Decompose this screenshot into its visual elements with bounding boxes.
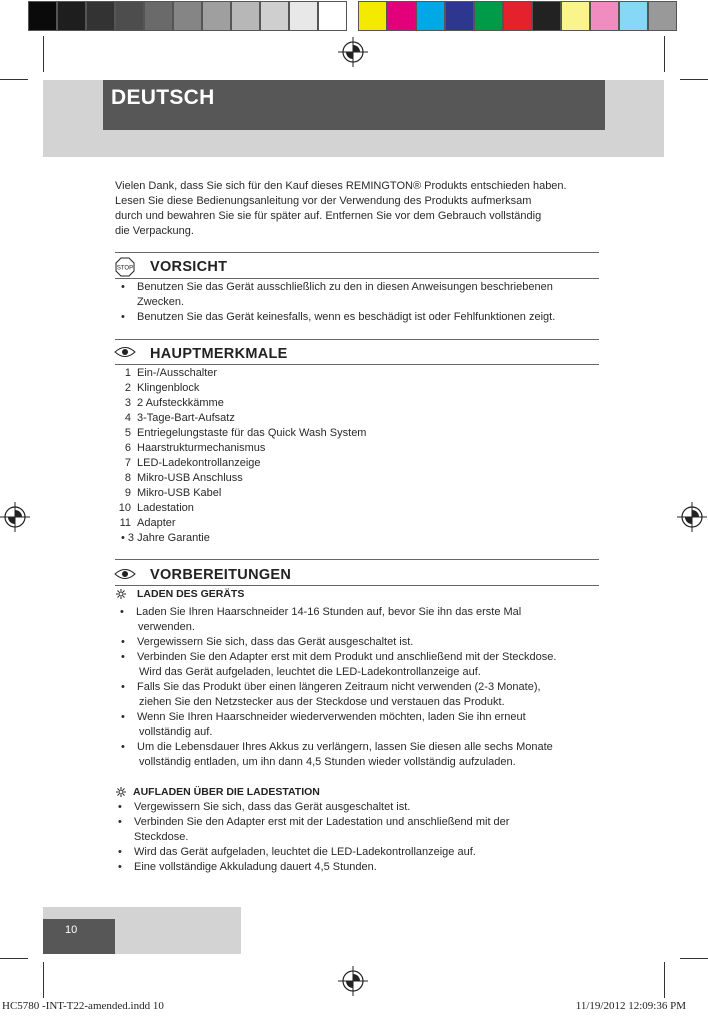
- section-rule: [115, 559, 599, 560]
- crop-mark: [680, 958, 708, 959]
- aufladen-list: [134, 800, 509, 875]
- section-rule: [115, 585, 599, 586]
- section-title-vorbereitungen: VORBEREITUNGEN: [150, 567, 292, 583]
- color-swatch: [503, 1, 532, 31]
- list-item: • Verbinden Sie den Adapter erst mit der Ladestation und anschließend mit der Steckdose.: [134, 815, 509, 845]
- eye-icon: [114, 567, 136, 581]
- gray-swatch: [28, 1, 57, 31]
- gray-swatch: [318, 1, 347, 31]
- stop-icon-label: STOP: [116, 265, 134, 272]
- gray-swatch: [231, 1, 260, 31]
- slug-filename: HC5780 -INT-T22-amended.indd 10: [2, 1000, 164, 1012]
- color-swatch: [561, 1, 590, 31]
- section-title-vorsicht: VORSICHT: [150, 259, 228, 275]
- color-swatch: [532, 1, 561, 31]
- crop-mark: [664, 36, 665, 72]
- crop-mark: [664, 962, 665, 998]
- section-rule: [115, 364, 599, 365]
- list-item: 9 Mikro-USB Kabel: [124, 487, 222, 499]
- list-item: • Falls Sie das Produkt über einen längeren Zeitraum nicht verwenden (2-3 Monate), ziehen Sie den Netzstecker aus der Steckdose und verstauen das Produkt.: [137, 680, 556, 710]
- color-swatch: [416, 1, 445, 31]
- list-item: 1 Ein-/Ausschalter: [124, 367, 218, 379]
- color-swatch: [358, 1, 387, 31]
- intro-paragraph: [115, 179, 567, 239]
- intro-line: Lesen Sie diese Bedienungsanleitung vor der Verwendung des Produkts aufmerksam: [115, 195, 532, 207]
- page-number: 10: [65, 924, 78, 936]
- list-item: 4 3-Tage-Bart-Aufsatz: [124, 412, 235, 424]
- list-item: • Eine vollständige Akkuladung dauert 4,5 Stunden.: [134, 860, 509, 875]
- gray-swatch: [115, 1, 144, 31]
- stop-icon: [115, 257, 135, 277]
- subsection-title-laden: LADEN DES GERÄTS: [137, 588, 245, 600]
- list-item: 11 Adapter: [119, 517, 176, 529]
- section-title-hauptmerkmale: HAUPTMERKMALE: [150, 346, 288, 362]
- page-number-box: [43, 919, 115, 954]
- registration-mark-icon: [677, 502, 707, 532]
- crop-mark: [0, 958, 28, 959]
- color-swatch: [387, 1, 416, 31]
- gray-swatch: [144, 1, 173, 31]
- list-item: 8 Mikro-USB Anschluss: [124, 472, 243, 484]
- laden-list: [137, 605, 556, 770]
- list-item: 10 Ladestation: [118, 502, 194, 514]
- list-item: • Benutzen Sie das Gerät keinesfalls, wenn es beschädigt ist oder Fehlfunktionen zeigt.: [137, 310, 555, 325]
- subsection-title-aufladen: AUFLADEN ÜBER DIE LADESTATION: [133, 786, 320, 798]
- list-item: 2 Klingenblock: [124, 382, 200, 394]
- gray-swatch: [260, 1, 289, 31]
- sun-icon: [116, 589, 126, 599]
- list-item: 7 LED-Ladekontrollanzeige: [124, 457, 261, 469]
- eye-icon: [114, 345, 136, 359]
- list-item: • Laden Sie Ihren Haarschneider 14-16 Stunden auf, bevor Sie ihn das erste Mal verwenden.: [136, 605, 556, 635]
- list-item: • Benutzen Sie das Gerät ausschließlich zu den in diesen Anweisungen beschriebenen Zwecken.: [137, 280, 555, 310]
- warranty-note: • 3 Jahre Garantie: [121, 532, 210, 544]
- gray-swatch: [173, 1, 202, 31]
- list-item: • Wird das Gerät aufgeladen, leuchtet die LED-Ladekontrollanzeige auf.: [134, 845, 509, 860]
- crop-mark: [0, 79, 28, 80]
- gray-swatch: [202, 1, 231, 31]
- section-rule: [115, 339, 599, 340]
- intro-line: die Verpackung.: [115, 225, 194, 237]
- list-item: • Vergewissern Sie sich, dass das Gerät ausgeschaltet ist.: [134, 800, 509, 815]
- list-item: 5 Entriegelungstaste für das Quick Wash System: [124, 427, 367, 439]
- features-list: [115, 366, 366, 546]
- list-item: • Verbinden Sie den Adapter erst mit dem Produkt und anschließend mit der Steckdose. Wird das Gerät aufgeladen, leuchtet die LED-Ladekontrollanzeige auf.: [137, 650, 556, 680]
- registration-mark-icon: [338, 966, 368, 996]
- section-rule: [115, 252, 599, 253]
- registration-mark-icon: [338, 37, 368, 67]
- vorsicht-list: [137, 280, 555, 325]
- color-swatch: [445, 1, 474, 31]
- list-item: 3 2 Aufsteckkämme: [124, 397, 224, 409]
- crop-mark: [43, 962, 44, 998]
- registration-mark-icon: [0, 502, 30, 532]
- list-item: • Wenn Sie Ihren Haarschneider wiederverwenden möchten, laden Sie ihn erneut vollständig auf.: [137, 710, 556, 740]
- slug-datetime: 11/19/2012 12:09:36 PM: [575, 1000, 686, 1012]
- crop-mark: [43, 36, 44, 72]
- list-item: 6 Haarstrukturmechanismus: [124, 442, 266, 454]
- list-item: • Vergewissern Sie sich, dass das Gerät ausgeschaltet ist.: [137, 635, 556, 650]
- gray-swatch: [57, 1, 86, 31]
- intro-line: Vielen Dank, dass Sie sich für den Kauf dieses REMINGTON® Produkts entschieden haben.: [115, 180, 567, 192]
- crop-mark: [680, 79, 708, 80]
- color-swatch: [648, 1, 677, 31]
- section-rule: [115, 278, 599, 279]
- gray-swatch: [86, 1, 115, 31]
- color-swatch: [590, 1, 619, 31]
- intro-line: durch und bewahren Sie sie für später auf. Entfernen Sie vor dem Gebrauch vollständig: [115, 210, 542, 222]
- page-title: DEUTSCH: [111, 86, 215, 109]
- list-item: • Um die Lebensdauer Ihres Akkus zu verlängern, lassen Sie diesen alle sechs Monate vollständig entladen, um ihn dann 4,5 Stunden wieder vollständig aufzuladen.: [137, 740, 556, 770]
- color-swatch: [619, 1, 648, 31]
- sun-icon: [116, 787, 126, 797]
- color-swatch: [474, 1, 503, 31]
- gray-swatch: [289, 1, 318, 31]
